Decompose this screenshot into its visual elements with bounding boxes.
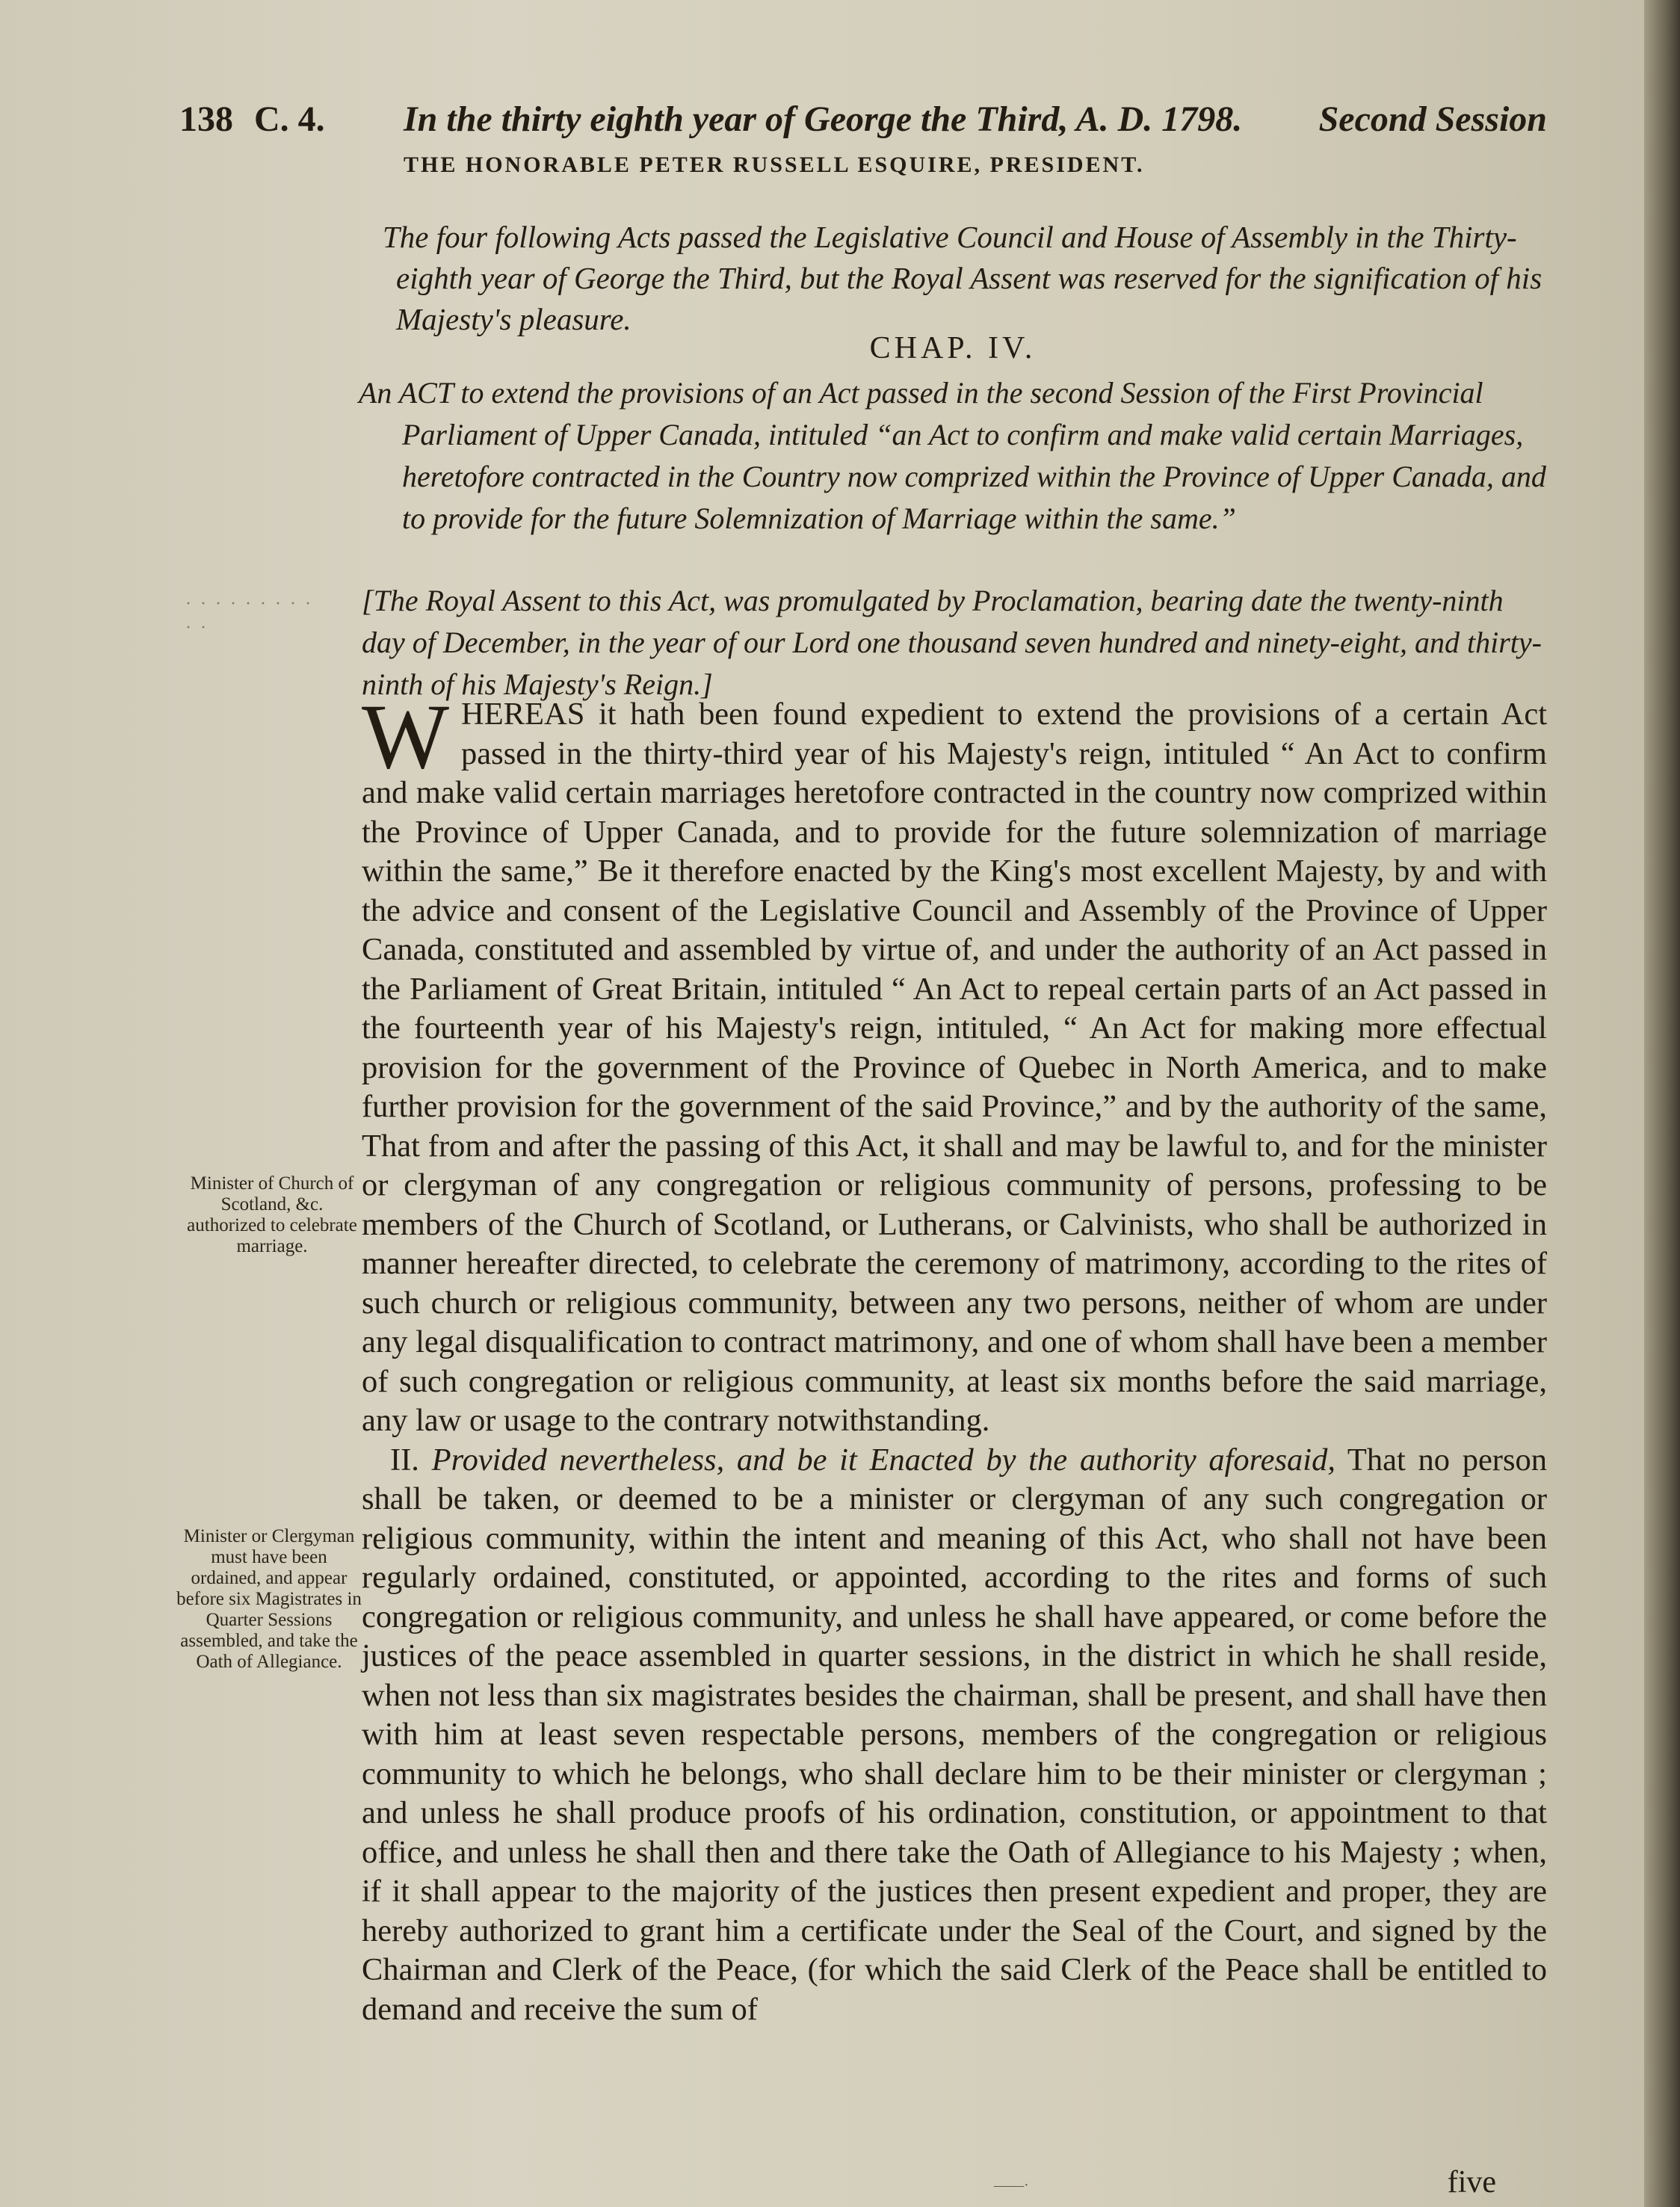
page-number: 138	[179, 99, 233, 139]
act-title	[359, 372, 1547, 540]
catchword: five	[1447, 2165, 1496, 2200]
header-session: Second Session	[1318, 99, 1547, 139]
assent-note-text: [The Royal Assent to this Act, was promulgated by Proclamation, bearing date the twenty-ninth day of December, in the year of our Lord one thousand seven hundred and ninety-eight, and thirty-ninth of his Majesty's Reign.]	[362, 584, 1542, 701]
section-1	[362, 685, 1547, 1441]
running-header	[179, 99, 1547, 143]
signature-mark: ——·	[994, 2177, 1029, 2194]
section-2-lead: Provided nevertheless, and be it Enacted by the authority aforesaid,	[431, 1442, 1335, 1478]
chapter-heading: CHAP. IV.	[869, 331, 1037, 365]
header-title: In the thirty eighth year of George the Third, A. D. 1798.	[404, 99, 1243, 139]
bleed-through-marks: · · · · · · · · · · ·	[185, 594, 313, 638]
section-2-text: That no person shall be taken, or deemed to be a minister or clergyman of any such congregation or religious community, within the intent and meaning of this Act, who shall not have been regularly ordained, constituted, or appointed, according to the rites and forms of such congregation or religious community, and unless he shall have appeared, or come before the justices of the peace assembled in quarter sessions, in the district in which he shall reside, when not less than six magistrates besides the chairman, shall be present, and shall have then with him at least seven respectable persons, members of the congregation or religious community to which he belongs, who shall declare him to be their minister or clergyman ; and unless he shall produce proofs of his ordination, constitution, or appointment to that office, and unless he shall then and there take the Oath of Allegiance to his Majesty ; when, if it shall appear to the majority of the justices then present expedient and proper, they are hereby authorized to grant him a certificate under the Seal of the Court, and signed by the Chairman and Clerk of the Peace, (for which the said Clerk of the Peace shall be entitled to demand and receive the sum of	[362, 1442, 1548, 2027]
section-1-text: HEREAS it hath been found expedient to extend the provisions of a certain Act passed in the thirty-third year of his Majesty's reign, intituled “ An Act to confirm and make valid certain marriages heretofore contracted in the country now comprized within the Province of Upper Canada, and to provide for the future solemnization of marriage within the same,” Be it therefore enacted by the King's most excellent Majesty, by and with the advice and consent of the Legislative Council and Assembly of the Province of Upper Canada, constituted and assembled by virtue of, and under the authority of an Act passed in the Parliament of Great Britain, intituled “ An Act to repeal certain parts of an Act passed in the fourteenth year of his Majesty's reign, intituled, “ An Act for making more effectual provision for the government of the Province of Quebec in North America, and to make further provision for the government of the said Province,” and by the authority of the same, That from and after the passing of this Act, it shall and may be lawful to, and for the minister or clergyman of any congregation or religious community of persons, professing to be members of the Church of Scotland, or Lutherans, or Calvinists, who shall be authorized in manner hereafter directed, to celebrate the ceremony of matrimony, according to the rites of such church or religious community, between any two persons, neither of whom are under any legal disqualification to contract matrimony, and one of whom shall have been a member of such congregation or religious community, at least six months before the said marriage, any law or usage to the contrary notwithstanding.	[362, 697, 1547, 1438]
preamble	[359, 217, 1547, 340]
act-title-text: An ACT to extend the provisions of an Act passed in the second Session of the First Provincial Parliament of Upper Canada, intituled “an Act to confirm and make valid certain Marriages, heretofore contracted in the Country now comprized within the Province of Upper Canada, and to provide for the future Solemnization of Marriage within the same.”	[359, 376, 1546, 535]
president-line: THE HONORABLE PETER RUSSELL ESQUIRE, PRESIDENT.	[404, 152, 1145, 177]
page-edge	[1644, 0, 1680, 2207]
act-body	[362, 685, 1548, 2029]
section-2-number: II.	[390, 1442, 419, 1478]
margin-note: Minister of Church of Scotland, &c. authorized to celebrate marriage.	[187, 1173, 357, 1256]
assent-note	[362, 580, 1550, 706]
drop-cap: W	[362, 685, 450, 788]
margin-note: Minister or Clergyman must have been ordained, and appear before six Magistrates in Quarter Sessions assembled, and take the Oath of Allegiance.	[176, 1526, 362, 1672]
preamble-text: The four following Acts passed the Legislative Council and House of Assembly in the Thirty-eighth year of George the Third, but the Royal Assent was reserved for the signification of his Majesty's pleasure.	[383, 220, 1542, 336]
chapter-ref: C. 4.	[254, 99, 325, 139]
section-2	[362, 1441, 1547, 2030]
